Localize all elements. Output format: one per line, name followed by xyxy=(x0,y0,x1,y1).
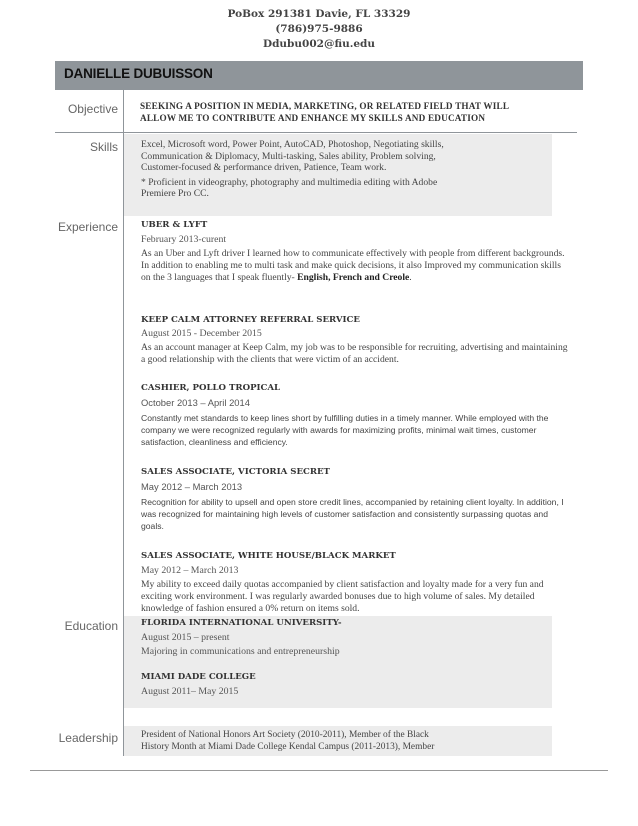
school-dates: August 2011– May 2015 xyxy=(141,686,239,697)
job-description: Constantly met standards to keep lines short by fulfilling duties in a timely manner. While employed with the company we were recognized regularly with awards for maximizing profits, minimal wait times, customer satisfaction, cleanliness and efficiency. xyxy=(141,413,549,447)
job-dates: October 2013 – April 2014 xyxy=(141,397,250,408)
section-label-education: Education xyxy=(64,619,118,633)
job-dates: May 2012 – March 2013 xyxy=(141,565,239,576)
school-dates: August 2015 – present xyxy=(141,632,230,643)
school-detail: Majoring in communications and entrepreneurship xyxy=(141,646,340,657)
job-description: As an account manager at Keep Calm, my job was to be responsible for recruiting, advertising and maintaining a good relationship with the clients that were victim of an accident. xyxy=(141,342,568,365)
job-title: SALES ASSOCIATE, WHITE HOUSE/BLACK MARKET xyxy=(141,551,396,561)
job-description: As an Uber and Lyft driver I learned how to communicate effectively with people from different backgrounds. In addition to enabling me to multi task and make quick decisions, it also Improved my communication skills on the 3 languages that I speak fluently- English, French and Creole. xyxy=(141,248,565,283)
footer-divider xyxy=(30,770,608,771)
job-description: Recognition for ability to upsell and open store credit lines, accompanied by retaining client loyalty. In addition, I was recognized for maintaining high levels of customer satisfaction and consistently surpassing quotas and goals. xyxy=(141,497,564,531)
contact-address: PoBox 291381 Davie, FL 33329 xyxy=(227,8,411,20)
job-dates: August 2015 - December 2015 xyxy=(141,328,262,339)
resume-name: DANIELLE DUBUISSON xyxy=(64,66,213,81)
school-name: MIAMI DADE COLLEGE xyxy=(141,672,256,682)
school-name: FLORIDA INTERNATIONAL UNIVERSITY- xyxy=(141,618,342,628)
job-title: KEEP CALM ATTORNEY REFERRAL SERVICE xyxy=(141,315,360,325)
leadership-text: President of National Honors Art Society (2010-2011), Member of the Black History Month at Miami Dade College Kendal Campus (2011-2013), Member xyxy=(141,730,435,752)
job-dates: February 2013-curent xyxy=(141,234,227,245)
contact-phone: (786)975-9886 xyxy=(275,23,363,35)
section-label-leadership: Leadership xyxy=(58,731,118,745)
job-description: My ability to exceed daily quotas accompanied by client satisfaction and loyalty made for a very fun and exciting work environment. I was regularly awarded bonuses due to high volume of sales. My detailed knowledge of fashion ensured a 0% return on items sold. xyxy=(141,579,544,614)
section-label-objective: Objective xyxy=(67,102,118,116)
contact-email[interactable]: Ddubu002@fiu.edu xyxy=(262,38,376,50)
objective-underline xyxy=(55,132,577,133)
job-title: CASHIER, POLLO TROPICAL xyxy=(141,383,281,393)
job-dates: May 2012 – March 2013 xyxy=(141,481,243,492)
job-title: UBER & LYFT xyxy=(141,220,208,230)
section-label-skills: Skills xyxy=(89,140,118,154)
name-bar xyxy=(55,61,583,90)
skills-text: Excel, Microsoft word, Power Point, AutoCAD, Photoshop, Negotiating skills, Communication & Diplomacy, Multi-tasking, Sales ability, Problem solving, Customer-focused & performance driven, Patience, Team work. * Proficient in videography, photography and multimedia editing with Adobe Premiere Pro CC. xyxy=(141,139,444,200)
job-title: SALES ASSOCIATE, VICTORIA SECRET xyxy=(141,467,330,477)
section-label-experience: Experience xyxy=(57,220,118,234)
objective-text: SEEKING A POSITION IN MEDIA, MARKETING, OR RELATED FIELD THAT WILL ALLOW ME TO CONTRIBUTE AND ENHANCE MY SKILLS AND EDUCATION xyxy=(140,101,510,123)
